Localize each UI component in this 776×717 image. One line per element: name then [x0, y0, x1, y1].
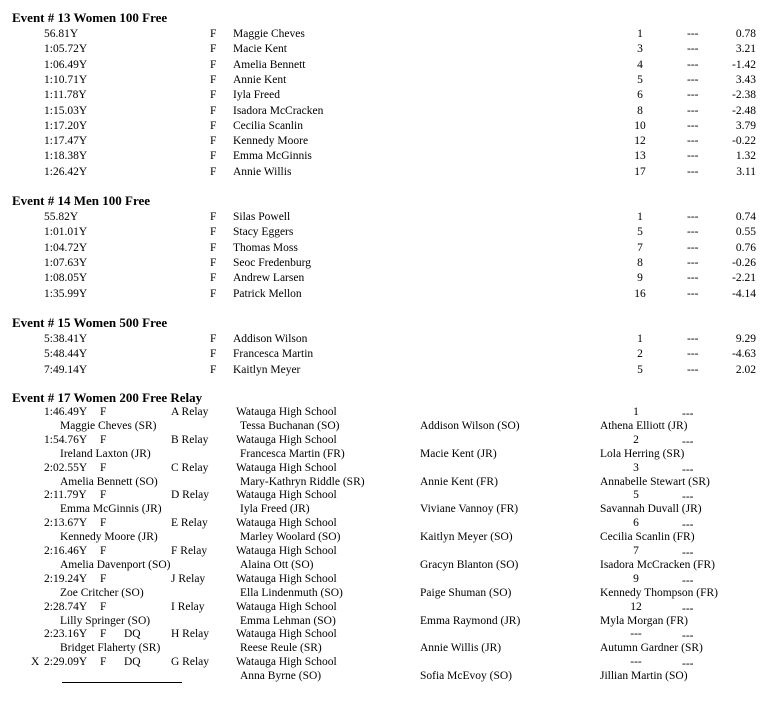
swimmer-name: Amelia Bennett [233, 58, 306, 71]
swimmer-name: Emma McGinnis [233, 150, 312, 163]
relay-course: F [100, 517, 107, 530]
result-diff: -0.26 [732, 256, 756, 269]
result-dash: --- [687, 43, 699, 56]
relay-letter: F Relay [171, 545, 208, 557]
team-name: Watauga High School [236, 600, 337, 613]
result-diff: -2.48 [732, 104, 756, 117]
result-place: 9 [637, 272, 643, 285]
swimmer-name: Kaitlyn Meyer [233, 363, 301, 376]
result-dash: --- [687, 150, 699, 163]
swimmer-name: Kennedy Moore [233, 135, 309, 148]
result-course: F [210, 73, 217, 86]
relay-course: F [100, 433, 107, 446]
relay-time: 2:16.46Y [44, 545, 88, 557]
result-diff: -2.21 [732, 272, 756, 285]
result-time: 1:06.49Y [44, 58, 88, 71]
relay-status: DQ [124, 628, 141, 641]
relay-swimmer-2: Tessa Buchanan (SO) [240, 420, 340, 432]
result-diff: -4.63 [732, 348, 756, 361]
relay-course: F [100, 628, 107, 641]
relay-course: F [100, 489, 107, 502]
event-title: Event # 14 Men 100 Free [12, 193, 151, 208]
relay-swimmer-1: Maggie Cheves (SR) [60, 420, 157, 432]
result-time: 1:05.72Y [44, 43, 88, 56]
result-course: F [210, 58, 217, 71]
swimmer-name: Annie Willis [233, 165, 292, 178]
result-time: 55.82Y [44, 211, 79, 223]
result-place: 13 [634, 150, 646, 163]
result-dash: --- [687, 58, 699, 71]
team-name: Watauga High School [236, 628, 337, 641]
result-diff: 0.55 [735, 226, 756, 239]
relay-swimmer-2: Francesca Martin (FR) [240, 447, 345, 460]
result-time: 1:18.38Y [44, 150, 88, 163]
swimmer-name: Cecilia Scanlin [233, 119, 303, 132]
result-course: F [210, 211, 217, 223]
event-title: Event # 17 Women 200 Free Relay [12, 390, 203, 405]
swimmer-name: Andrew Larsen [233, 272, 305, 285]
result-time: 1:17.47Y [44, 135, 88, 148]
result-dash: --- [687, 363, 699, 376]
result-diff: -2.38 [732, 89, 756, 102]
result-course: F [210, 135, 217, 148]
relay-swimmer-2: Alaina Ott (SO) [240, 559, 314, 571]
relay-swimmer-4: Cecilia Scanlin (FR) [600, 531, 695, 544]
result-course: F [210, 165, 217, 178]
relay-letter: D Relay [171, 489, 210, 502]
result-place: 17 [634, 165, 646, 178]
team-name: Watauga High School [236, 656, 337, 669]
result-course: F [210, 89, 217, 102]
relay-letter: A Relay [171, 406, 209, 418]
result-course: F [210, 28, 217, 40]
relay-time: 2:19.24Y [44, 572, 88, 585]
relay-letter: E Relay [171, 517, 208, 530]
team-name: Watauga High School [236, 489, 337, 502]
result-place: 8 [637, 104, 643, 117]
result-dash: --- [687, 333, 699, 345]
relay-time: 2:02.55Y [44, 461, 88, 474]
result-dash: --- [687, 104, 699, 117]
result-dash: --- [687, 135, 699, 148]
result-time: 1:10.71Y [44, 73, 88, 86]
result-dash: --- [687, 226, 699, 239]
result-place: 5 [637, 363, 643, 376]
relay-swimmer-3: Gracyn Blanton (SO) [420, 559, 519, 571]
result-place: 8 [637, 256, 643, 269]
relay-swimmer-1: Amelia Bennett (SO) [60, 475, 158, 488]
relay-swimmer-3: Emma Raymond (JR) [420, 614, 521, 627]
relay-course: F [100, 572, 107, 585]
relay-letter: C Relay [171, 461, 209, 474]
relay-place: 1 [633, 406, 639, 418]
relay-letter: J Relay [171, 572, 206, 585]
relay-swimmer-1: Amelia Davenport (SO) [60, 559, 171, 571]
relay-dash: --- [682, 435, 694, 448]
result-diff: 0.78 [735, 28, 756, 40]
relay-dash: --- [682, 519, 694, 532]
relay-swimmer-1: Zoe Critcher (SO) [60, 586, 144, 599]
result-dash: --- [687, 211, 699, 223]
result-course: F [210, 43, 217, 56]
result-time: 1:08.05Y [44, 272, 88, 285]
relay-time: 2:13.67Y [44, 517, 88, 530]
relay-swimmer-3: Sofia McEvoy (SO) [420, 670, 512, 683]
result-place: 5 [637, 73, 643, 86]
result-place: 1 [637, 211, 643, 223]
result-time: 5:38.41Y [44, 333, 88, 345]
team-name: Watauga High School [236, 406, 337, 418]
result-time: 5:48.44Y [44, 348, 88, 361]
relay-swimmer-3: Annie Kent (FR) [420, 475, 498, 488]
relay-swimmer-2: Iyla Freed (JR) [240, 503, 310, 516]
relay-place: --- [630, 628, 642, 641]
relay-time: 1:46.49Y [44, 406, 88, 418]
result-place: 10 [634, 119, 646, 132]
relay-status: DQ [124, 656, 141, 669]
relay-course: F [100, 600, 107, 613]
result-diff: 1.32 [735, 150, 756, 163]
result-diff: 3.11 [736, 165, 756, 178]
relay-swimmer-3: Paige Shuman (SO) [420, 586, 512, 599]
relay-dash: --- [682, 630, 694, 643]
relay-place: 3 [633, 461, 639, 474]
relay-time: 1:54.76Y [44, 433, 88, 446]
relay-dash: --- [682, 574, 694, 587]
swimmer-name: Addison Wilson [233, 333, 308, 345]
relay-time: 2:28.74Y [44, 600, 88, 613]
team-name: Watauga High School [236, 517, 337, 530]
relay-swimmer-2: Emma Lehman (SO) [240, 614, 336, 627]
relay-prefix: X [31, 656, 40, 669]
relay-course: F [100, 656, 107, 669]
swimmer-name: Macie Kent [233, 43, 287, 56]
result-time: 1:01.01Y [44, 226, 88, 239]
result-place: 5 [637, 226, 643, 239]
relay-dash: --- [682, 491, 694, 504]
swimmer-name: Francesca Martin [233, 348, 314, 361]
relay-swimmer-4: Athena Elliott (JR) [600, 420, 688, 432]
result-time: 1:15.03Y [44, 104, 88, 117]
relay-swimmer-1: Ireland Laxton (JR) [60, 447, 151, 460]
relay-swimmer-4: Myla Morgan (FR) [600, 614, 688, 627]
result-place: 12 [634, 135, 646, 148]
result-time: 56.81Y [44, 28, 79, 40]
relay-course: F [100, 545, 107, 557]
result-time: 1:04.72Y [44, 241, 88, 254]
relay-swimmer-3: Annie Willis (JR) [420, 642, 502, 655]
relay-swimmer-3: Viviane Vannoy (FR) [420, 503, 519, 516]
signature-rule [62, 682, 182, 683]
relay-swimmer-4: Autumn Gardner (SR) [600, 642, 703, 655]
result-place: 16 [634, 287, 646, 300]
relay-letter: H Relay [171, 628, 210, 641]
result-dash: --- [687, 165, 699, 178]
result-diff: -4.14 [732, 287, 756, 300]
relay-swimmer-2: Mary-Kathryn Riddle (SR) [240, 475, 365, 488]
result-dash: --- [687, 241, 699, 254]
team-name: Watauga High School [236, 572, 337, 585]
result-course: F [210, 256, 217, 269]
result-dash: --- [687, 272, 699, 285]
result-dash: --- [687, 256, 699, 269]
result-diff: 3.21 [735, 43, 756, 56]
swimmer-name: Stacy Eggers [233, 226, 294, 239]
relay-swimmer-3: Macie Kent (JR) [420, 447, 497, 460]
swimmer-name: Annie Kent [233, 73, 287, 86]
relay-place: 12 [630, 600, 642, 613]
swimmer-name: Isadora McCracken [233, 104, 324, 117]
relay-swimmer-4: Isadora McCracken (FR) [600, 559, 715, 571]
result-course: F [210, 363, 217, 376]
result-diff: 3.79 [735, 119, 756, 132]
result-course: F [210, 287, 217, 300]
result-diff: -0.22 [732, 135, 756, 148]
relay-course: F [100, 406, 107, 418]
relay-letter: I Relay [171, 600, 205, 613]
relay-swimmer-3: Kaitlyn Meyer (SO) [420, 531, 513, 544]
relay-swimmer-4: Jillian Martin (SO) [600, 670, 688, 683]
relay-time: 2:11.79Y [44, 489, 87, 502]
relay-swimmer-4: Annabelle Stewart (SR) [600, 475, 710, 488]
swimmer-name: Seoc Fredenburg [233, 256, 312, 269]
relay-place: 6 [633, 517, 639, 530]
relay-place: 2 [633, 433, 639, 446]
relay-swimmer-4: Kennedy Thompson (FR) [600, 586, 718, 599]
result-diff: -1.42 [732, 58, 756, 71]
swimmer-name: Silas Powell [233, 211, 291, 223]
result-place: 6 [637, 89, 643, 102]
relay-swimmer-1: Lilly Springer (SO) [60, 614, 151, 627]
result-course: F [210, 119, 217, 132]
relay-swimmer-2: Reese Reule (SR) [240, 642, 322, 655]
team-name: Watauga High School [236, 545, 337, 557]
event-title: Event # 15 Women 500 Free [12, 315, 168, 330]
relay-swimmer-4: Savannah Duvall (JR) [600, 503, 702, 516]
relay-dash: --- [682, 602, 694, 615]
result-course: F [210, 104, 217, 117]
result-diff: 2.02 [735, 363, 756, 376]
result-diff: 9.29 [735, 333, 756, 345]
result-dash: --- [687, 119, 699, 132]
result-time: 1:07.63Y [44, 256, 88, 269]
relay-place: 9 [633, 572, 639, 585]
result-place: 7 [637, 241, 643, 254]
relay-dash: --- [682, 547, 694, 559]
relay-dash: --- [682, 463, 694, 476]
event-title: Event # 13 Women 100 Free [12, 10, 168, 25]
swimmer-name: Maggie Cheves [233, 28, 305, 40]
result-place: 1 [637, 28, 643, 40]
relay-swimmer-2: Anna Byrne (SO) [240, 670, 322, 683]
result-dash: --- [687, 348, 699, 361]
relay-swimmer-1: Bridget Flaherty (SR) [60, 642, 161, 655]
team-name: Watauga High School [236, 433, 337, 446]
result-course: F [210, 241, 217, 254]
result-time: 1:35.99Y [44, 287, 88, 300]
swimmer-name: Thomas Moss [233, 241, 298, 254]
result-course: F [210, 226, 217, 239]
result-time: 1:11.78Y [44, 89, 87, 102]
result-dash: --- [687, 89, 699, 102]
relay-letter: G Relay [171, 656, 210, 669]
relay-dash: --- [682, 408, 694, 420]
relay-swimmer-2: Ella Lindenmuth (SO) [240, 586, 343, 599]
relay-dash: --- [682, 658, 694, 671]
relay-swimmer-2: Marley Woolard (SO) [240, 531, 341, 544]
relay-place: --- [630, 656, 642, 669]
relay-place: 7 [633, 545, 639, 557]
relay-swimmer-4: Lola Herring (SR) [600, 447, 685, 460]
swimmer-name: Iyla Freed [233, 89, 280, 102]
relay-swimmer-1: Emma McGinnis (JR) [60, 503, 162, 516]
result-diff: 0.74 [735, 211, 756, 223]
relay-letter: B Relay [171, 433, 209, 446]
relay-time: 2:29.09Y [44, 656, 88, 669]
team-name: Watauga High School [236, 461, 337, 474]
result-dash: --- [687, 73, 699, 86]
result-place: 1 [637, 333, 643, 345]
result-course: F [210, 272, 217, 285]
result-place: 4 [637, 58, 643, 71]
result-time: 1:17.20Y [44, 119, 88, 132]
relay-course: F [100, 461, 107, 474]
result-time: 7:49.14Y [44, 363, 88, 376]
relay-swimmer-3: Addison Wilson (SO) [420, 420, 520, 432]
swimmer-name: Patrick Mellon [233, 287, 302, 300]
result-course: F [210, 348, 217, 361]
result-diff: 3.43 [735, 73, 756, 86]
relay-place: 5 [633, 489, 639, 502]
result-place: 3 [637, 43, 643, 56]
result-dash: --- [687, 287, 699, 300]
result-dash: --- [687, 28, 699, 40]
result-diff: 0.76 [735, 241, 756, 254]
relay-time: 2:23.16Y [44, 628, 88, 641]
relay-swimmer-1: Kennedy Moore (JR) [60, 531, 158, 544]
result-course: F [210, 333, 217, 345]
result-course: F [210, 150, 217, 163]
result-place: 2 [637, 348, 643, 361]
result-time: 1:26.42Y [44, 165, 88, 178]
